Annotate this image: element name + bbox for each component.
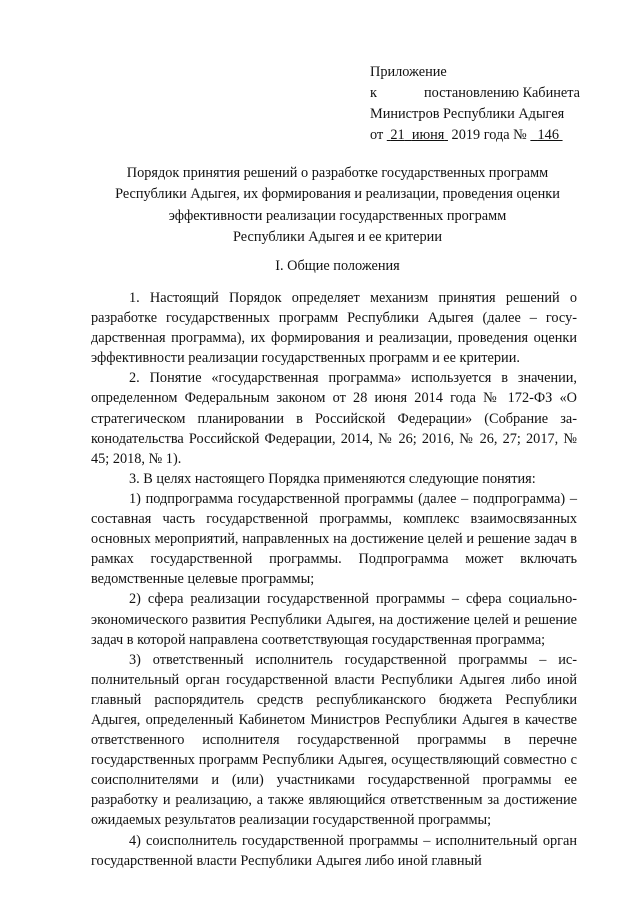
title-line: эффективности реализации государственных программ bbox=[168, 207, 507, 224]
appendix-resolution-line bbox=[370, 83, 580, 104]
paragraph: 1. Настоящий Порядок определяет механизм принятия решений о разработке государственных программ Республики Адыгея (далее – государственная программа), их формирования и реализации, проведения оценки эффективности реализации государственных программ и ее критерии. bbox=[91, 290, 577, 367]
appendix-cabinet: Министров Республики Адыгея bbox=[370, 106, 565, 122]
title-line: Республики Адыгея, их формирования и реализации, проведения оценки bbox=[115, 186, 560, 203]
appendix-header bbox=[370, 62, 580, 146]
paragraph: 3) ответственный исполнитель государственной программы – исполнительный орган государственной власти Республики Адыгея либо иной главный распорядитель средств республиканского бюджета Республики Адыгея, определенный Кабинетом Министров Республики Адыгея в качестве ответственного исполнителя государственной программы в перечне государственных программ Республики Адыгея, осуществляющий совместно с соисполнителями и (или) участниками государственной программы ее разработку и реализацию, а также являющийся ответственным за достижение ожидаемых результатов реализации государственной программы; bbox=[91, 651, 577, 829]
appendix-date-line bbox=[370, 125, 580, 146]
date-day: 21 июня bbox=[390, 127, 445, 143]
date-year: 2019 года № bbox=[451, 127, 527, 143]
appendix-resolution: постановлению Кабинета bbox=[423, 85, 580, 101]
appendix-preposition: к bbox=[370, 85, 377, 101]
title-line: Республики Адыгея и ее критерии bbox=[233, 228, 442, 245]
appendix-label: Приложение bbox=[370, 64, 447, 80]
title-line: Порядок принятия решений о разработке государственных программ bbox=[126, 165, 549, 181]
paragraph: 3. В целях настоящего Порядка применяются следующие понятия: bbox=[129, 470, 536, 487]
paragraph: 2) сфера реализации государственной программы – сфера социально-экономического развития Республики Адыгея, на достижение целей и решение задач в которой направлена соответствующая государственная программа; bbox=[91, 591, 577, 648]
date-prefix: от bbox=[370, 127, 384, 143]
paragraph: 4) соисполнитель государственной программы – исполнительный орган государственной власти Республики Адыгея либо иной главный bbox=[91, 832, 577, 869]
document-body bbox=[91, 288, 577, 871]
document-title bbox=[90, 163, 585, 248]
doc-number: 146 bbox=[537, 127, 559, 143]
paragraph: 2. Понятие «государственная программа» используется в значении, определенном Федеральным законом от 28 июня 2014 года № 172-ФЗ «О стратегическом планировании в Российской Федерации» (Собрание законодательства Российской Федерации, 2014, № 26; 2016, № 26, 27; 2017, № 45; 2018, № 1). bbox=[91, 370, 577, 467]
paragraph: 1) подпрограмма государственной программы (далее – подпрограмма) – составная часть государственной программы, комплекс взаимосвязанных основных мероприятий, направленных на достижение целей и решение задач в рамках государственной программы. Подпрограмма может включать ведомственные целевые программы; bbox=[91, 490, 577, 588]
section-heading: I. Общие положения bbox=[275, 258, 400, 274]
